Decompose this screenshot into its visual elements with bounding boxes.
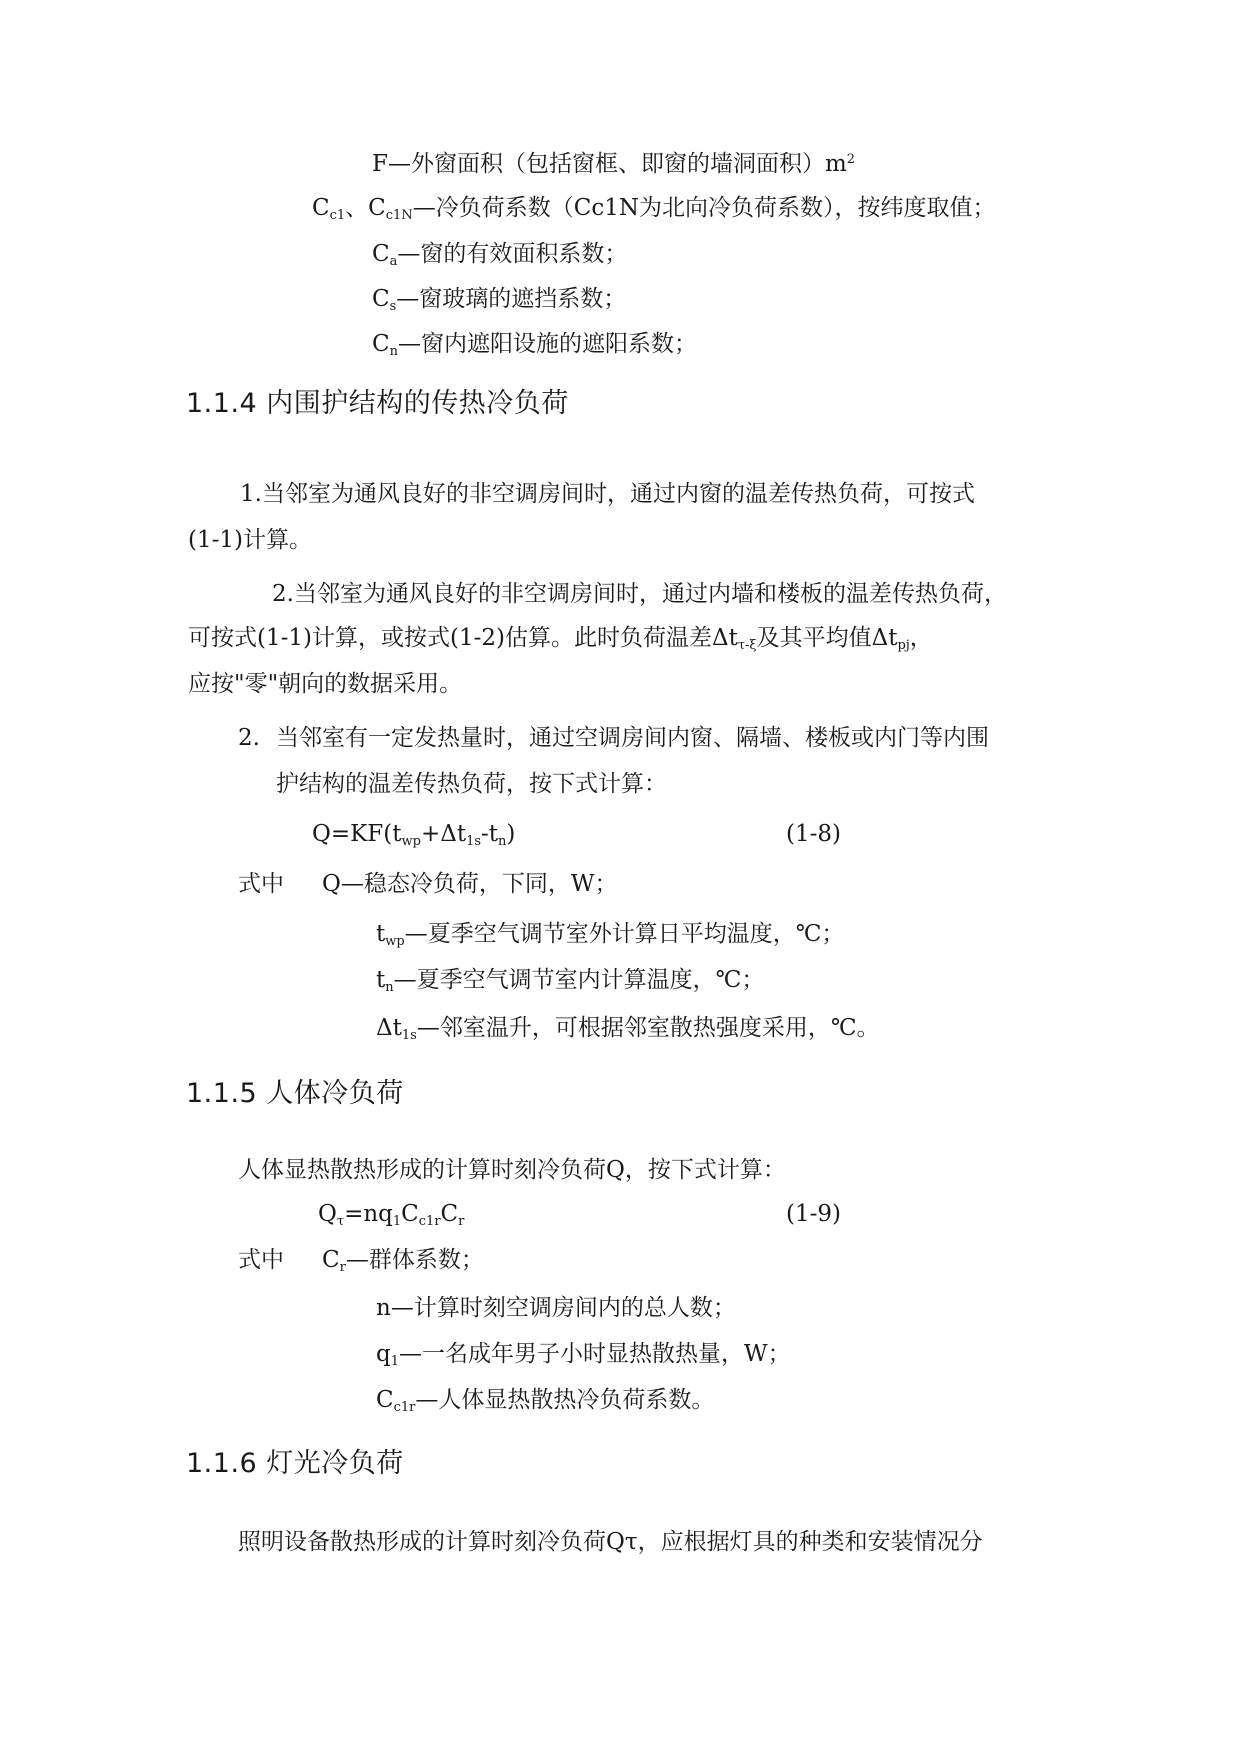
equation-text: Q=KF(t [312, 821, 402, 847]
symbol-subscript: pj [897, 638, 910, 653]
where-dt1s [376, 1012, 880, 1044]
paragraph-text: 可按式(1-1)计算，或按式(1-2)估算。此时负荷温差Δt [188, 625, 738, 651]
equation-text: ) [506, 821, 516, 847]
where-q1 [376, 1338, 791, 1370]
equation-text: C [401, 1201, 419, 1227]
definition-text: —夏季空气调节室外计算日平均温度，℃； [404, 921, 845, 947]
definition-text: —一名成年男子小时显热散热量，W； [399, 1341, 791, 1367]
def-window-area [372, 148, 855, 180]
symbol: t [376, 921, 386, 947]
equation-text: Q [318, 1201, 337, 1227]
unit-superscript: 2 [846, 152, 856, 167]
equation-subscript: wp [401, 834, 421, 849]
symbol: C [372, 331, 390, 357]
equation-1-8 [312, 818, 515, 850]
where-label: 式中 [238, 871, 284, 897]
def-window-area-text: F—外窗面积（包括窗框、即窗的墙洞面积）m [372, 151, 847, 177]
symbol-subscript: c1r [393, 1400, 416, 1415]
paragraph-2-line-2 [188, 622, 933, 654]
where-label: 式中 [238, 1247, 284, 1273]
symbol: t [376, 967, 386, 993]
symbol: C [312, 195, 330, 221]
where-cr [322, 1244, 484, 1276]
symbol: Δt [376, 1015, 402, 1041]
equation-subscript: c1r [418, 1214, 441, 1229]
symbol-subscript: 1 [390, 1354, 400, 1369]
symbol: C [376, 1387, 394, 1413]
equation-text: +Δt [420, 821, 467, 847]
symbol: C [372, 241, 390, 267]
where-n: n—计算时刻空调房间内的总人数； [376, 1295, 736, 1321]
symbol: 、C [345, 195, 386, 221]
symbol-subscript: a [389, 254, 398, 269]
symbol: C [322, 1247, 340, 1273]
definition-text: —邻室温升，可根据邻室散热强度采用，℃。 [416, 1015, 880, 1041]
equation-subscript: 1 [392, 1214, 402, 1229]
equation-subscript: 1s [466, 834, 482, 849]
where-cc1r [376, 1384, 714, 1416]
list-number: 2. [238, 725, 260, 751]
paragraph-text: 及其平均值Δt [756, 625, 898, 651]
symbol-subscript: n [385, 980, 394, 995]
paragraph-5: 照明设备散热形成的计算时刻冷负荷Qτ，应根据灯具的种类和安装情况分 [238, 1529, 983, 1555]
symbol: C [372, 286, 390, 312]
symbol-subscript: s [389, 299, 397, 314]
paragraph-1-line-1: 1.当邻室为通风良好的非空调房间时，通过内窗的温差传热负荷，可按式 [240, 481, 975, 507]
definition-text: —窗的有效面积系数； [397, 241, 628, 267]
symbol-subscript: τ-ξ [737, 638, 757, 653]
def-inner-shading-coeff [372, 328, 697, 360]
paragraph-3-line-2: 护结构的温差传热负荷，按下式计算： [276, 771, 667, 797]
symbol-subscript: c1 [329, 208, 346, 223]
def-cooling-load-coeff [312, 192, 995, 224]
where-tn [376, 964, 764, 996]
equation-subscript: r [458, 1214, 465, 1229]
symbol-subscript: c1N [385, 208, 413, 223]
equation-subscript: τ [336, 1214, 345, 1229]
where-q: Q—稳态冷负荷，下同，W； [322, 871, 618, 897]
definition-text: —窗内遮阳设施的遮阳系数； [397, 331, 697, 357]
paragraph-4: 人体显热散热形成的计算时刻冷负荷Q，按下式计算： [238, 1157, 786, 1183]
definition-text: —冷负荷系数（Cc1N为北向冷负荷系数），按纬度取值； [412, 195, 996, 221]
section-heading-1-1-6: 1.1.6 灯光冷负荷 [186, 1448, 404, 1479]
paragraph-1-line-2: (1-1)计算。 [188, 527, 312, 553]
paragraph-text: ， [909, 625, 933, 651]
equation-text: C [440, 1201, 459, 1227]
definition-text: —人体显热散热冷负荷系数。 [415, 1387, 715, 1413]
equation-text: =nq [344, 1201, 393, 1227]
definition-text: —窗玻璃的遮挡系数； [396, 286, 627, 312]
def-glass-shading-coeff [372, 283, 626, 315]
section-heading-1-1-5: 1.1.5 人体冷负荷 [186, 1078, 404, 1109]
definition-text: —群体系数； [345, 1247, 484, 1273]
paragraph-2-line-3: 应按"零"朝向的数据采用。 [188, 671, 463, 697]
def-effective-area-coeff [372, 238, 627, 270]
symbol: q [376, 1341, 391, 1367]
definition-text: —夏季空气调节室内计算温度，℃； [393, 967, 765, 993]
equation-subscript: n [498, 834, 507, 849]
paragraph-3-line-1: 当邻室有一定发热量时，通过空调房间内窗、隔墙、楼板或内门等内围 [276, 725, 989, 751]
equation-1-9 [318, 1198, 464, 1230]
section-heading-1-1-4: 1.1.4 内围护结构的传热冷负荷 [186, 388, 569, 419]
equation-text: -t [481, 821, 499, 847]
equation-number: (1-8) [786, 821, 841, 847]
symbol-subscript: n [389, 344, 398, 359]
where-twp [376, 918, 844, 950]
symbol-subscript: r [339, 1260, 346, 1275]
paragraph-2-line-1: 2.当邻室为通风良好的非空调房间时，通过内墙和楼板的温差传热负荷， [272, 581, 1007, 607]
symbol-subscript: wp [385, 934, 405, 949]
equation-number: (1-9) [786, 1201, 841, 1227]
symbol-subscript: 1s [401, 1028, 417, 1043]
